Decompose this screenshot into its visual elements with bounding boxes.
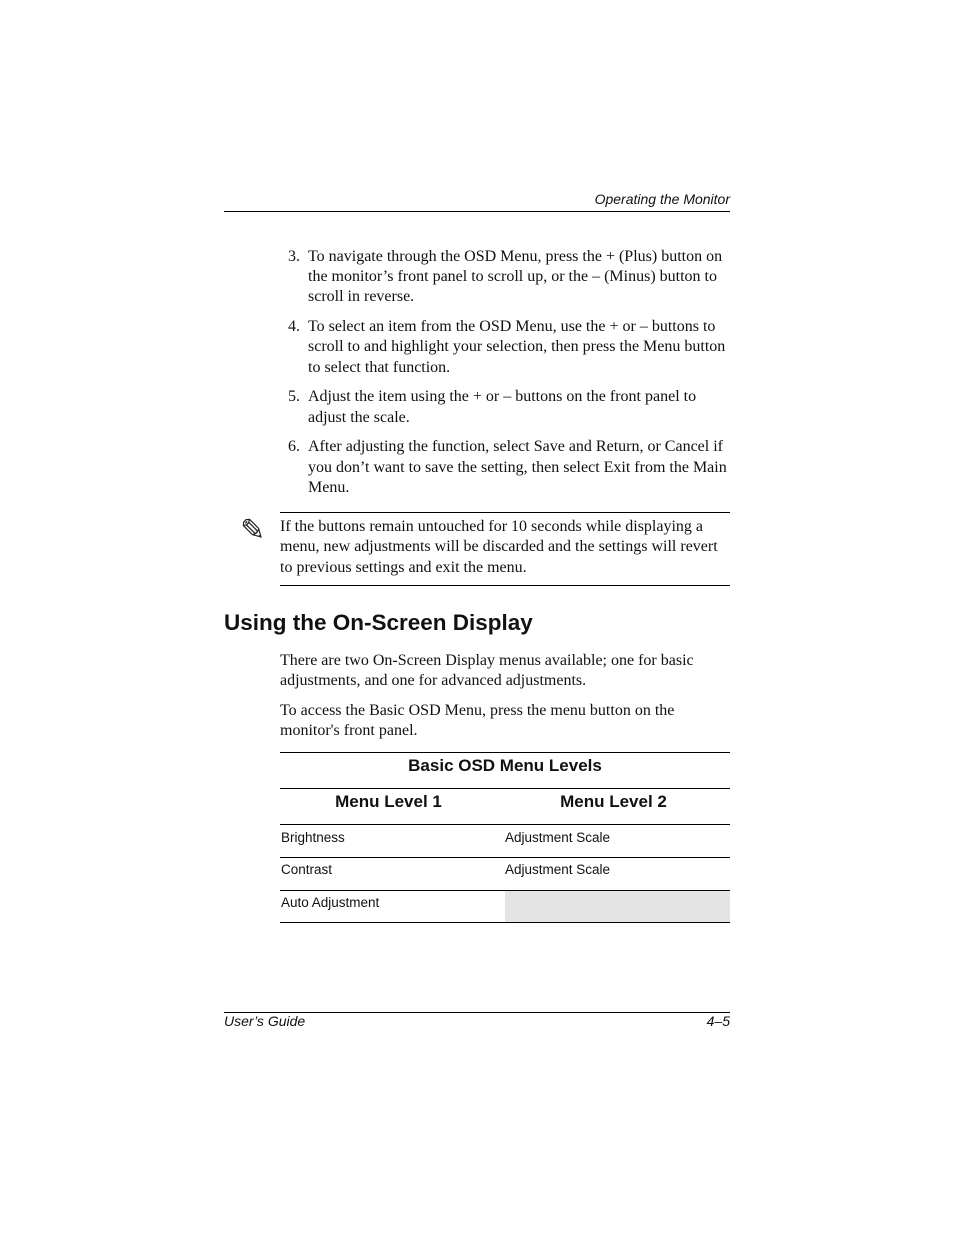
running-header: Operating the Monitor — [594, 191, 730, 207]
note-text: If the buttons remain untouched for 10 seconds while displaying a menu, new adjustments will be discarded and the settings will revert to previous settings and exit the menu. — [280, 518, 718, 576]
column-header: Menu Level 2 — [560, 792, 667, 811]
table-title: Basic OSD Menu Levels — [408, 756, 602, 775]
table-cell: Auto Adjustment — [281, 895, 380, 910]
header-rule — [224, 211, 730, 212]
footer-guide-title: User’s Guide — [224, 1013, 306, 1029]
step-number: 6. — [288, 438, 300, 456]
section-title: Using the On-Screen Display — [224, 610, 533, 635]
step-number: 3. — [288, 248, 300, 265]
table-rule — [280, 824, 730, 825]
list-item — [288, 317, 730, 378]
note-rule-bottom — [280, 585, 730, 586]
table-rule — [280, 857, 730, 858]
list-item — [288, 387, 730, 427]
note-rule-top — [280, 512, 730, 513]
step-text: Adjust the item using the + or – buttons on the front panel to adjust the scale. — [308, 388, 697, 426]
list-item — [288, 247, 730, 308]
column-header: Menu Level 1 — [335, 792, 442, 811]
shaded-empty-cell — [505, 891, 730, 922]
steps-list — [288, 247, 730, 508]
table-cell: Contrast — [281, 862, 333, 877]
step-number: 5. — [288, 388, 300, 406]
step-text: After adjusting the function, select Save and Return, or Cancel if you don’t want to save the setting, then select Exit from the Main Menu. — [308, 438, 727, 496]
table-cell: Adjustment Scale — [505, 830, 611, 845]
page-number: 4–5 — [706, 1013, 730, 1029]
table-rule — [280, 788, 730, 789]
step-text: To select an item from the OSD Menu, use the + or – buttons to scroll to and highlight your selection, then press the Menu button to select that function. — [308, 318, 726, 376]
section-paragraph: There are two On-Screen Display menus available; one for basic adjustments, and one for advanced adjustments. — [280, 652, 694, 690]
table-cell: Brightness — [281, 830, 345, 845]
pencil-icon: ✎ — [240, 513, 266, 548]
list-item — [288, 437, 730, 498]
section-paragraph: To access the Basic OSD Menu, press the menu button on the monitor's front panel. — [280, 702, 675, 740]
table-cell: Adjustment Scale — [505, 862, 611, 877]
table-rule — [280, 752, 730, 753]
table-rule — [280, 922, 730, 923]
step-text: To navigate through the OSD Menu, press the + (Plus) button on the monitor’s front panel to scroll up, or the – (Minus) button to scroll in reverse. — [308, 248, 723, 306]
step-number: 4. — [288, 318, 300, 336]
